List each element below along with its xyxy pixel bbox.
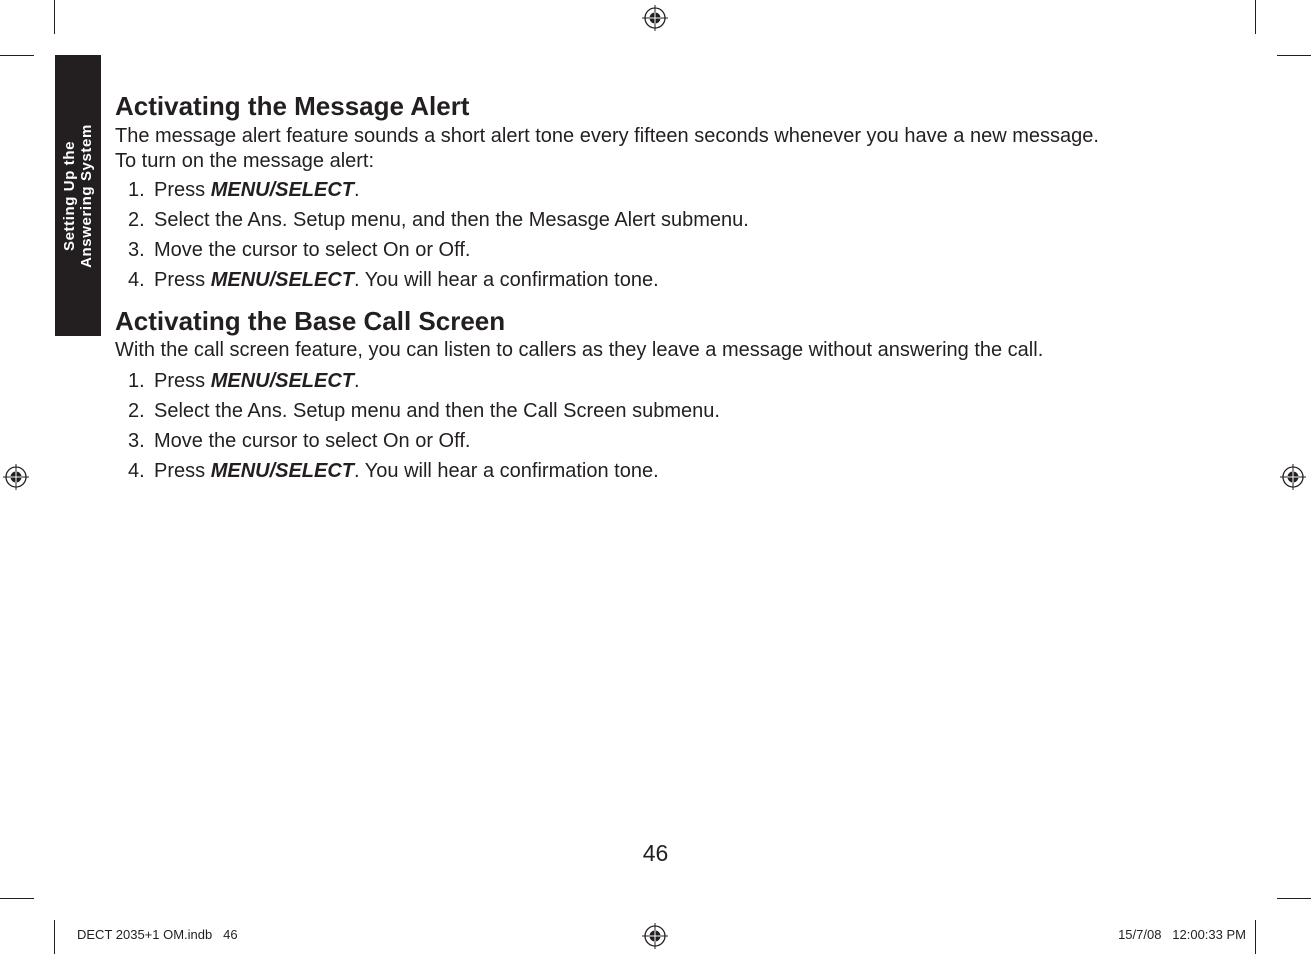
step-text: Select the Ans. Setup menu, and then the Mesasge Alert submenu.	[154, 209, 749, 231]
page-number: 46	[642, 840, 669, 866]
section-title: Activating the Base Call Screen	[115, 306, 506, 336]
crop-mark	[54, 0, 55, 34]
registration-mark-icon	[642, 923, 668, 949]
step-command: MENU/SELECT	[210, 179, 355, 201]
page-content	[115, 89, 1215, 486]
section-title: Activating the Message Alert	[115, 91, 470, 121]
chapter-side-tab-label	[61, 56, 95, 337]
step-command: MENU/SELECT	[210, 370, 355, 392]
step-number: 3.	[128, 430, 145, 452]
step-number: 2.	[128, 400, 145, 422]
step-text: Move the cursor to select On or Off.	[154, 430, 471, 452]
step-text-end: .	[354, 370, 360, 392]
step-text-end: . You will hear a confirmation tone.	[354, 460, 659, 482]
step-number: 4.	[128, 269, 145, 291]
steps-list	[115, 366, 1215, 486]
step-text: Press	[154, 269, 211, 291]
crop-mark	[1277, 55, 1311, 56]
section-intro: With the call screen feature, you can listen to callers as they leave a message without answering the call.	[115, 339, 1044, 361]
section-base-call-screen	[115, 304, 1215, 486]
print-slug-file: DECT 2035+1 OM.indb 46	[77, 927, 238, 942]
step-item	[115, 426, 1215, 456]
crop-mark	[1255, 920, 1256, 954]
step-number: 4.	[128, 460, 145, 482]
step-number: 2.	[128, 209, 145, 231]
step-number: 3.	[128, 239, 145, 261]
step-item	[115, 396, 1215, 426]
side-tab-line-1: Setting Up the	[61, 140, 78, 252]
step-number: 1.	[128, 179, 145, 201]
step-text: Press	[154, 370, 211, 392]
step-command: MENU/SELECT	[210, 460, 355, 482]
steps-list	[115, 175, 1215, 295]
step-item	[115, 265, 1215, 295]
step-text-end: .	[354, 179, 360, 201]
side-tab-line-2: Answering System	[78, 124, 95, 268]
step-item	[115, 456, 1215, 486]
registration-mark-icon	[1280, 464, 1306, 490]
print-slug-timestamp: 15/7/08 12:00:33 PM	[1118, 927, 1246, 942]
step-item	[115, 366, 1215, 396]
section-message-alert	[115, 89, 1215, 295]
step-item	[115, 175, 1215, 205]
step-text: Press	[154, 460, 211, 482]
crop-mark	[54, 920, 55, 954]
step-number: 1.	[128, 370, 145, 392]
step-item	[115, 205, 1215, 235]
crop-mark	[1277, 898, 1311, 899]
step-command: MENU/SELECT	[210, 269, 355, 291]
step-text: Move the cursor to select On or Off.	[154, 239, 471, 261]
section-intro-2: To turn on the message alert:	[115, 150, 375, 172]
registration-mark-icon	[3, 464, 29, 490]
step-text: Select the Ans. Setup menu and then the Call Screen submenu.	[154, 400, 720, 422]
section-intro: The message alert feature sounds a short alert tone every fifteen seconds whenever you have a new message.	[115, 125, 1099, 147]
step-text: Press	[154, 179, 211, 201]
step-text-end: . You will hear a confirmation tone.	[354, 269, 659, 291]
crop-mark	[0, 898, 34, 899]
crop-mark	[1255, 0, 1256, 34]
registration-mark-icon	[642, 5, 668, 31]
step-item	[115, 235, 1215, 265]
crop-mark	[0, 55, 34, 56]
